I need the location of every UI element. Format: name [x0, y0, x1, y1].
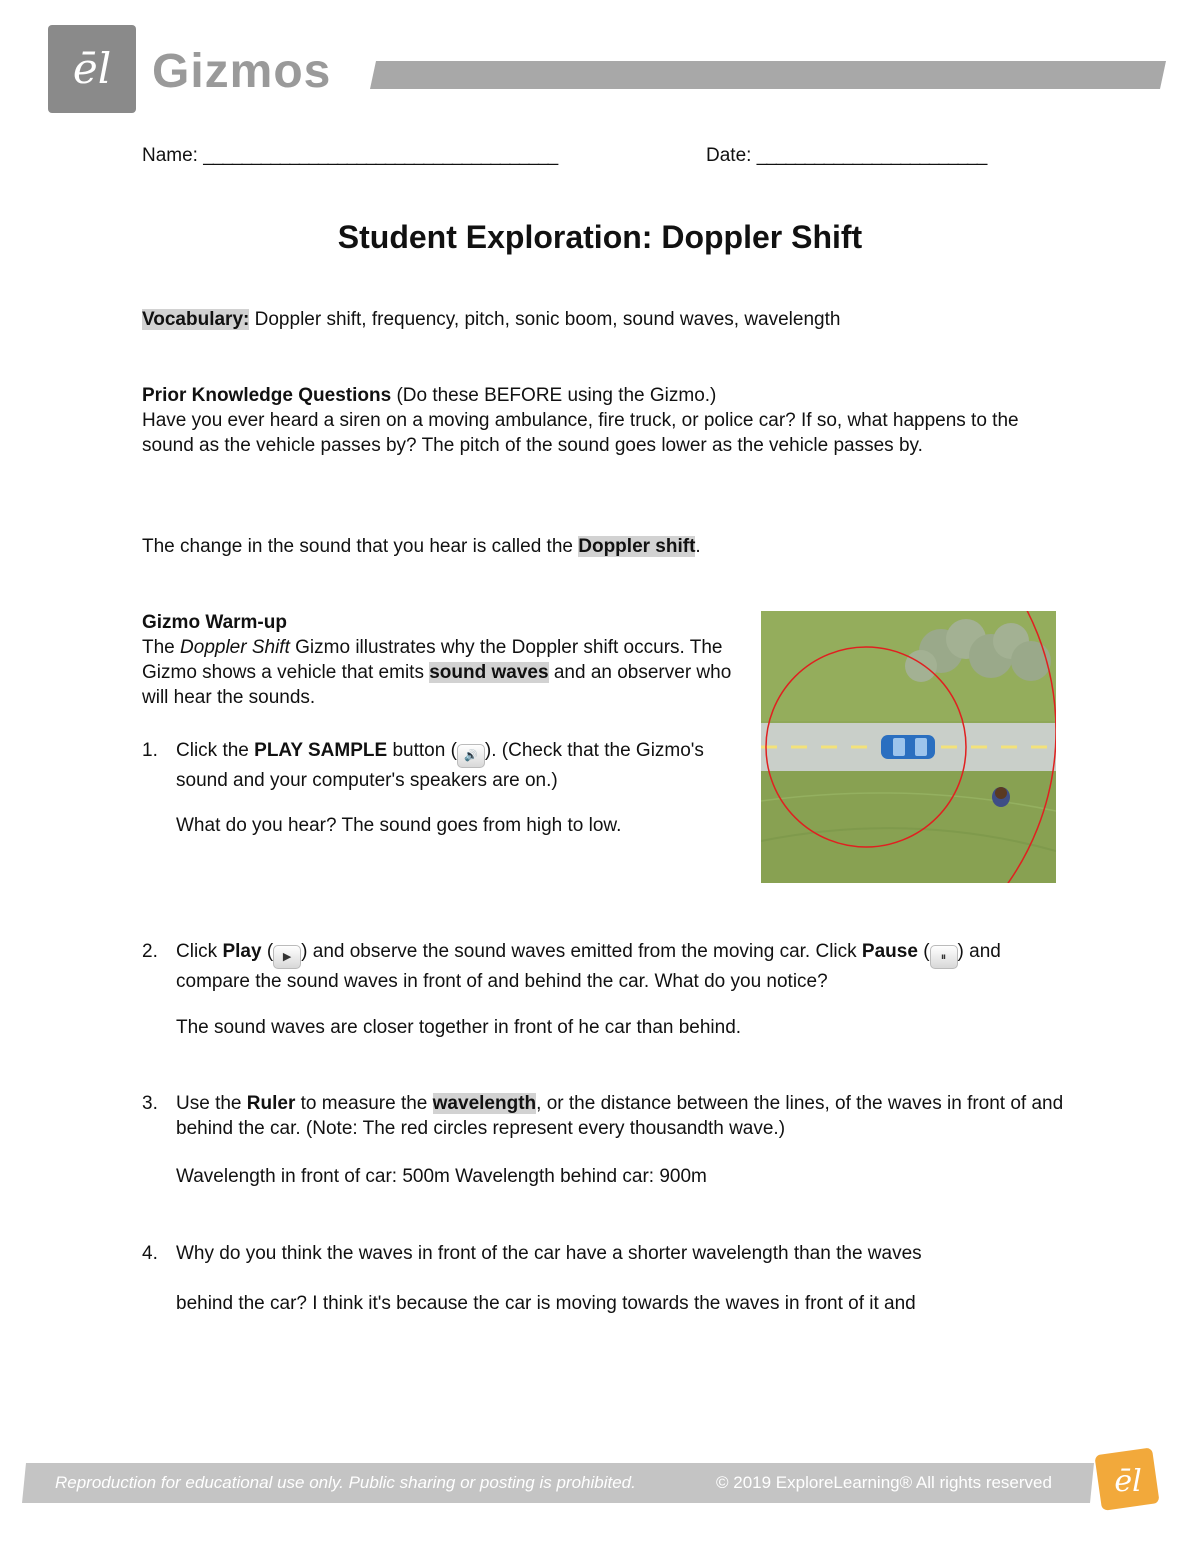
- change-text: The change in the sound that you hear is called the: [142, 536, 573, 557]
- prior-heading: Prior Knowledge Questions: [142, 385, 392, 406]
- item-2-a: Click: [176, 941, 218, 962]
- play-sample-label: PLAY SAMPLE: [254, 740, 388, 761]
- wavelength-term: wavelength: [432, 1093, 537, 1114]
- name-blank[interactable]: _____________________________________: [203, 145, 558, 166]
- item-2-d: ) and observe the sound waves emitted from the moving car. Click: [301, 941, 857, 962]
- play-icon: ▶: [273, 945, 301, 969]
- item-2-text: [176, 939, 1066, 994]
- gizmos-logo: [48, 25, 136, 113]
- item-1-d: ). (Check that the Gizmo's sound and your computer's speakers are on.): [176, 740, 704, 791]
- item-4-question: Why do you think the waves in front of the car have a shorter wavelength than the waves: [176, 1243, 922, 1264]
- item-4-answer[interactable]: behind the car? I think it's because the car is moving towards the waves in front of it and: [176, 1293, 916, 1314]
- prior-question: Have you ever heard a siren on a moving ambulance, fire truck, or police car? If so, what happens to the sound as the vehicle passes by?: [142, 410, 1019, 456]
- item-1-response[interactable]: The sound goes from high to low.: [341, 815, 622, 836]
- item-1-question: What do you hear?: [176, 815, 337, 836]
- item-1-c: button (: [392, 740, 457, 761]
- item-2-g: ) and compare the sound waves in front of and behind the car. What do you notice?: [176, 941, 1001, 992]
- gizmo-screenshot: [761, 611, 1056, 883]
- warmup-the: The: [142, 637, 175, 658]
- speaker-icon: 🔊: [457, 744, 485, 768]
- prior-note: (Do these BEFORE using the Gizmo.): [396, 385, 717, 406]
- warmup-end: and an observer who will hear the sounds.: [142, 662, 732, 708]
- footer-logo-mark: ēl: [1114, 1464, 1142, 1499]
- prior-answer: The pitch of the sound goes lower as the vehicle passes by.: [421, 435, 923, 456]
- name-field[interactable]: [142, 143, 557, 168]
- item-2-answer[interactable]: The sound waves are closer together in front of he car than behind.: [176, 1017, 742, 1038]
- item-2-number: 2.: [142, 941, 158, 962]
- doppler-term: Doppler shift: [578, 536, 696, 557]
- change-end: .: [695, 536, 701, 557]
- vocabulary-label: Vocabulary:: [142, 309, 250, 330]
- header-bar: [370, 61, 1166, 89]
- gizmo-name: Doppler Shift: [180, 637, 290, 658]
- item-3-text: [176, 1091, 1066, 1141]
- vocabulary: [142, 307, 840, 332]
- date-field[interactable]: [706, 143, 986, 168]
- item-1-answer: [176, 813, 621, 838]
- item-2-c: (: [266, 941, 274, 962]
- item-3-d: , or the distance between the lines, of the waves in front of and behind the car. (Note: The red circles represent every thousandth wave.): [176, 1093, 1064, 1139]
- footer-disclaimer: Reproduction for educational use only. Public sharing or posting is prohibited.: [55, 1473, 636, 1492]
- page-title: Student Exploration: Doppler Shift: [337, 219, 863, 255]
- logo-mark: ēl: [72, 44, 112, 93]
- item-2-f: (: [923, 941, 930, 962]
- item-3-number: 3.: [142, 1093, 158, 1114]
- warmup-section: [142, 610, 732, 710]
- vocabulary-terms: Doppler shift, frequency, pitch, sonic boom, sound waves, wavelength: [254, 309, 841, 330]
- sound-waves-term: sound waves: [429, 662, 549, 683]
- pause-label: Pause: [861, 941, 918, 962]
- item-1-number: 1.: [142, 740, 158, 761]
- date-blank[interactable]: ________________________: [756, 145, 987, 166]
- item-4-number: 4.: [142, 1243, 158, 1264]
- ruler-label: Ruler: [246, 1093, 296, 1114]
- doppler-definition: [142, 534, 701, 559]
- play-label: Play: [222, 941, 262, 962]
- item-3-c: to measure the: [300, 1093, 428, 1114]
- observer: [992, 787, 1010, 807]
- item-3-answer[interactable]: Wavelength in front of car: 500m Wavelength behind car: 900m: [176, 1166, 707, 1187]
- prior-knowledge: [142, 383, 1022, 458]
- footer-copyright: © 2019 ExploreLearning® All rights reserved: [716, 1473, 1052, 1492]
- item-1-a: Click the: [176, 740, 249, 761]
- item-1-text: [176, 738, 736, 793]
- item-3-a: Use the: [176, 1093, 242, 1114]
- warmup-heading: Gizmo Warm-up: [142, 612, 287, 633]
- warmup-text: Gizmo illustrates why the Doppler shift occurs. The Gizmo shows a vehicle that emits: [142, 637, 723, 683]
- brand-name: Gizmos: [152, 45, 332, 98]
- explorelearning-logo: [1094, 1445, 1162, 1511]
- date-label: Date:: [706, 145, 752, 166]
- pause-icon: ⏸: [930, 945, 958, 969]
- name-label: Name:: [142, 145, 198, 166]
- car: [881, 735, 935, 759]
